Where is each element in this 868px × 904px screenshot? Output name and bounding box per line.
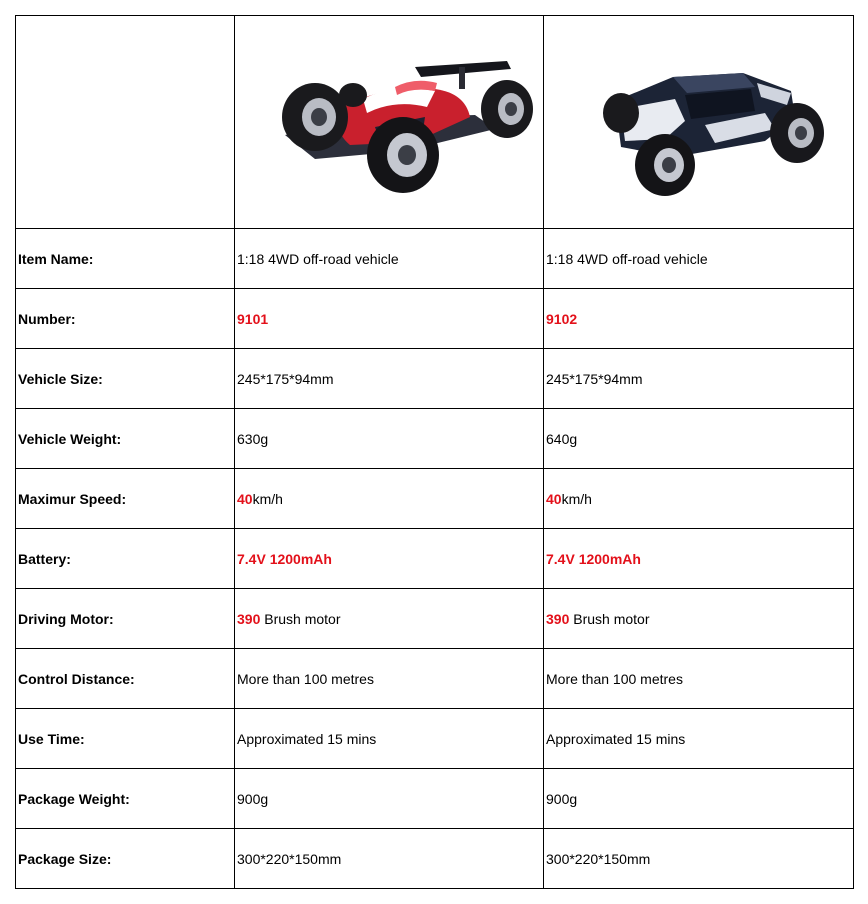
spec-table-body bbox=[16, 16, 854, 889]
spec-value-product-1 bbox=[235, 529, 544, 589]
spec-row bbox=[16, 469, 854, 529]
spec-value-text: More than 100 metres bbox=[237, 670, 374, 687]
spec-value-text: 1:18 4WD off-road vehicle bbox=[546, 250, 708, 267]
spec-row bbox=[16, 289, 854, 349]
spec-value-text: 300*220*150mm bbox=[237, 850, 342, 867]
spec-row bbox=[16, 769, 854, 829]
spec-value-product-2 bbox=[544, 709, 854, 769]
spec-value-text: Approximated 15 mins bbox=[237, 730, 377, 747]
spec-value-product-2 bbox=[544, 229, 854, 289]
spec-value-text: km/h bbox=[252, 490, 283, 507]
spec-row bbox=[16, 649, 854, 709]
spec-value-product-1 bbox=[235, 469, 544, 529]
spec-value-product-2 bbox=[544, 409, 854, 469]
spec-value-product-1 bbox=[235, 829, 544, 889]
spec-row bbox=[16, 229, 854, 289]
spec-value-highlight: 9101 bbox=[237, 310, 269, 327]
spec-value-product-2 bbox=[544, 349, 854, 409]
spec-value-product-1 bbox=[235, 769, 544, 829]
spec-value-highlight: 390 bbox=[237, 610, 261, 627]
product-image-cell-1 bbox=[235, 16, 544, 229]
spec-value-highlight: 9102 bbox=[546, 310, 578, 327]
spec-label: Battery: bbox=[16, 529, 235, 589]
spec-value-product-2 bbox=[544, 289, 854, 349]
spec-value-text: Brush motor bbox=[569, 610, 650, 627]
spec-row bbox=[16, 709, 854, 769]
spec-value-product-1 bbox=[235, 289, 544, 349]
product-image-cell-2 bbox=[544, 16, 854, 229]
spec-row bbox=[16, 349, 854, 409]
spec-value-product-2 bbox=[544, 649, 854, 709]
spec-value-product-1 bbox=[235, 649, 544, 709]
spec-value-highlight: 7.4V 1200mAh bbox=[546, 550, 641, 567]
spec-value-product-2 bbox=[544, 769, 854, 829]
spec-value-text: 640g bbox=[546, 430, 578, 447]
spec-label: Package Weight: bbox=[16, 769, 235, 829]
spec-row bbox=[16, 409, 854, 469]
spec-value-text: 245*175*94mm bbox=[546, 370, 643, 387]
spec-value-text: km/h bbox=[561, 490, 592, 507]
spec-value-product-2 bbox=[544, 469, 854, 529]
spec-label: Item Name: bbox=[16, 229, 235, 289]
spec-value-text: 245*175*94mm bbox=[237, 370, 334, 387]
spec-value-text: 900g bbox=[237, 790, 269, 807]
buggy-rc-car-image bbox=[245, 47, 535, 197]
spec-label: Number: bbox=[16, 289, 235, 349]
product-image-row bbox=[16, 16, 854, 229]
spec-value-product-1 bbox=[235, 349, 544, 409]
spec-row bbox=[16, 529, 854, 589]
spec-value-text: 1:18 4WD off-road vehicle bbox=[237, 250, 399, 267]
spec-table bbox=[15, 15, 854, 889]
spec-row bbox=[16, 829, 854, 889]
spec-value-product-2 bbox=[544, 589, 854, 649]
spec-label: Maximur Speed: bbox=[16, 469, 235, 529]
spec-value-product-1 bbox=[235, 229, 544, 289]
spec-value-highlight: 7.4V 1200mAh bbox=[237, 550, 332, 567]
spec-label: Use Time: bbox=[16, 709, 235, 769]
spec-label: Vehicle Size: bbox=[16, 349, 235, 409]
spec-value-product-1 bbox=[235, 589, 544, 649]
spec-value-product-1 bbox=[235, 409, 544, 469]
spec-value-product-2 bbox=[544, 529, 854, 589]
spec-label: Driving Motor: bbox=[16, 589, 235, 649]
spec-value-text: Approximated 15 mins bbox=[546, 730, 686, 747]
spec-value-product-2 bbox=[544, 829, 854, 889]
spec-value-highlight: 40 bbox=[546, 490, 562, 507]
spec-value-text: 300*220*150mm bbox=[546, 850, 651, 867]
spec-value-text: More than 100 metres bbox=[546, 670, 683, 687]
spec-label: Control Distance: bbox=[16, 649, 235, 709]
spec-value-text: 900g bbox=[546, 790, 578, 807]
spec-value-highlight: 40 bbox=[237, 490, 253, 507]
spec-value-highlight: 390 bbox=[546, 610, 570, 627]
spec-label: Vehicle Weight: bbox=[16, 409, 235, 469]
spec-value-text: Brush motor bbox=[260, 610, 341, 627]
spec-value-product-1 bbox=[235, 709, 544, 769]
corner-cell bbox=[16, 16, 235, 229]
spec-label: Package Size: bbox=[16, 829, 235, 889]
truck-rc-car-image bbox=[555, 47, 845, 197]
spec-row bbox=[16, 589, 854, 649]
spec-value-text: 630g bbox=[237, 430, 269, 447]
